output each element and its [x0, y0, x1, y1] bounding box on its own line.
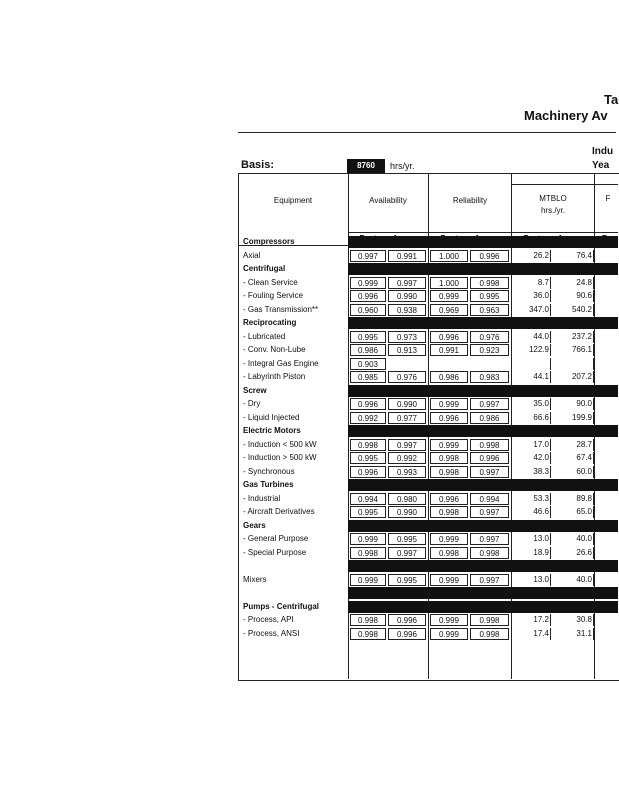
table-number: 90.6 [576, 291, 592, 300]
row-label: Screw [243, 386, 267, 395]
table-number: 31.1 [576, 629, 592, 638]
category-band [348, 587, 618, 599]
table-cell: 0.997 [388, 439, 426, 451]
table-cell: 0.998 [470, 628, 509, 640]
table-cell: 0.969 [430, 304, 468, 316]
cell-divider [593, 358, 594, 370]
table-cell: 0.999 [430, 290, 468, 302]
row-label: - Liquid Injected [243, 413, 300, 422]
table-cell: 0.997 [470, 466, 509, 478]
table-cell: 0.997 [470, 533, 509, 545]
row-label: - Labyrinth Piston [243, 372, 306, 381]
table-number: 40.0 [576, 534, 592, 543]
cell-divider [550, 331, 551, 343]
cell-divider [593, 452, 594, 464]
cell-divider [593, 506, 594, 518]
row-label: - Lubricated [243, 332, 286, 341]
header-reliability: Reliability [452, 196, 488, 205]
table-cell: 0.998 [350, 547, 386, 559]
row-label: - Synchronous [243, 467, 295, 476]
table-cell: 0.996 [350, 398, 386, 410]
table-cell: 0.997 [388, 277, 426, 289]
table-cell: 0.998 [470, 439, 509, 451]
table-number: 207.2 [571, 372, 592, 381]
header-rule [348, 232, 618, 233]
row-label: Compressors [243, 237, 295, 246]
cell-divider [593, 304, 594, 316]
table-number: 30.8 [576, 615, 592, 624]
header-equipment: Equipment [273, 196, 313, 205]
table-number: 44.0 [533, 332, 549, 341]
cell-divider [593, 371, 594, 383]
cell-divider [550, 304, 551, 316]
table-cell: 0.976 [388, 371, 426, 383]
table-number: 24.8 [576, 278, 592, 287]
table-cell: 0.999 [430, 439, 468, 451]
table-number: 36.0 [533, 291, 549, 300]
table-cell: 0.998 [430, 547, 468, 559]
cell-divider [550, 547, 551, 559]
table-number: 28.7 [576, 440, 592, 449]
table-number: 13.0 [533, 575, 549, 584]
header-rule [511, 184, 618, 185]
category-band [348, 479, 618, 491]
table-cell: 0.973 [388, 331, 426, 343]
table-cell: 0.997 [350, 250, 386, 262]
row-label: - Process, ANSI [243, 629, 300, 638]
row-label: - Clean Service [243, 278, 298, 287]
table-number: 60.0 [576, 467, 592, 476]
table-cell: 0.999 [430, 574, 468, 586]
row-label: Centrifugal [243, 264, 286, 273]
cell-divider [593, 574, 594, 586]
cell-divider [550, 371, 551, 383]
corner-label-1: Indu [592, 146, 614, 157]
table-cell: 0.993 [388, 466, 426, 478]
table-number: 17.2 [533, 615, 549, 624]
cell-divider [593, 628, 594, 640]
table-number: 8.7 [537, 278, 549, 287]
row-label: - Aircraft Derivatives [243, 507, 315, 516]
table-cell: 0.986 [430, 371, 468, 383]
table-cell: 0.991 [388, 250, 426, 262]
cell-divider [550, 398, 551, 410]
row-label: - Dry [243, 399, 261, 408]
table-cell: 0.998 [470, 614, 509, 626]
row-label: - Process, API [243, 615, 294, 624]
row-label: - Gas Transmission** [243, 305, 319, 314]
table-cell: 0.990 [388, 290, 426, 302]
category-band [348, 317, 618, 329]
table-number: 66.6 [533, 413, 549, 422]
table-number: 89.8 [576, 494, 592, 503]
row-label: - Special Purpose [243, 548, 307, 557]
table-cell: 0.998 [430, 452, 468, 464]
table-cell: 0.960 [350, 304, 386, 316]
cell-divider [550, 412, 551, 424]
basis-unit: hrs/yr. [390, 161, 415, 171]
header-next: F [605, 194, 611, 203]
table-cell: 0.999 [430, 398, 468, 410]
table-cell: 0.980 [388, 493, 426, 505]
table-cell: 1.000 [430, 277, 468, 289]
cell-divider [593, 344, 594, 356]
table-cell: 0.998 [470, 547, 509, 559]
table-cell: 0.983 [470, 371, 509, 383]
category-band [348, 263, 618, 275]
cell-divider [593, 331, 594, 343]
cell-divider [593, 412, 594, 424]
table-number: 38.3 [533, 467, 549, 476]
table-cell: 0.999 [350, 277, 386, 289]
table-cell: 0.994 [470, 493, 509, 505]
header-availability: Availability [369, 196, 407, 205]
cell-divider [593, 290, 594, 302]
table-cell: 0.998 [350, 628, 386, 640]
row-label: - Fouling Service [243, 291, 304, 300]
table-number: 90.0 [576, 399, 592, 408]
table-cell: 0.995 [350, 506, 386, 518]
table-cell: 0.976 [470, 331, 509, 343]
basis-value: 8760 [347, 159, 385, 173]
table-title-line2: Machinery Av [524, 108, 608, 123]
table-cell: 0.991 [430, 344, 468, 356]
table-cell: 1.000 [430, 250, 468, 262]
header-mtbf-unit: hrs./yr. [540, 206, 565, 215]
cell-divider [550, 533, 551, 545]
cell-divider [550, 614, 551, 626]
cell-divider [550, 290, 551, 302]
table-cell: 0.985 [350, 371, 386, 383]
cell-divider [550, 344, 551, 356]
table-cell: 0.913 [388, 344, 426, 356]
table-cell: 0.999 [350, 574, 386, 586]
table-cell: 0.986 [350, 344, 386, 356]
basis-label: Basis: [241, 159, 275, 171]
table-number: 67.4 [576, 453, 592, 462]
cell-divider [550, 628, 551, 640]
table-number: 65.0 [576, 507, 592, 516]
table-cell: 0.998 [470, 277, 509, 289]
table-cell: 0.986 [470, 412, 509, 424]
row-label: - Induction < 500 kW [243, 440, 317, 449]
table-number: 18.9 [533, 548, 549, 557]
table-cell: 0.995 [388, 574, 426, 586]
table-cell: 0.999 [430, 533, 468, 545]
table-cell: 0.995 [350, 452, 386, 464]
table-cell: 0.997 [470, 506, 509, 518]
table-number: 17.0 [533, 440, 549, 449]
table-cell: 0.994 [350, 493, 386, 505]
table-cell: 0.999 [430, 628, 468, 640]
table-cell: 0.998 [350, 614, 386, 626]
table-cell: 0.998 [350, 439, 386, 451]
table-number: 347.0 [528, 305, 549, 314]
cell-divider [593, 493, 594, 505]
cell-divider [550, 277, 551, 289]
table-cell: 0.996 [470, 250, 509, 262]
table-number: 122.9 [528, 345, 549, 354]
table-cell: 0.998 [430, 506, 468, 518]
table-cell: 0.996 [430, 331, 468, 343]
table-number: 35.0 [533, 399, 549, 408]
cell-divider [593, 533, 594, 545]
table-cell: 0.977 [388, 412, 426, 424]
table-cell: 0.997 [388, 547, 426, 559]
cell-divider [593, 547, 594, 559]
table-cell: 0.963 [470, 304, 509, 316]
corner-label-2: Yea [592, 160, 610, 171]
table-number: 26.6 [576, 548, 592, 557]
cell-divider [550, 493, 551, 505]
table-number: 42.0 [533, 453, 549, 462]
table-cell: 0.990 [388, 506, 426, 518]
table-cell: 0.903 [350, 358, 386, 370]
row-label: Mixers [243, 575, 267, 584]
table-number: 44.1 [533, 372, 549, 381]
row-label: - General Purpose [243, 534, 309, 543]
header-mtbf: MTBLO [539, 194, 567, 203]
table-cell: 0.995 [388, 533, 426, 545]
row-label: Pumps - Centrifugal [243, 602, 320, 611]
category-band [348, 520, 618, 532]
category-band [348, 560, 618, 572]
cell-divider [593, 277, 594, 289]
table-cell: 0.990 [388, 398, 426, 410]
row-label: Gas Turbines [243, 480, 294, 489]
row-label: - Induction > 500 kW [243, 453, 317, 462]
table-number: 76.4 [576, 251, 592, 260]
table-number: 540.2 [571, 305, 592, 314]
cell-divider [550, 358, 551, 370]
table-number: 766.1 [571, 345, 592, 354]
cell-divider [550, 250, 551, 262]
table-number: 40.0 [576, 575, 592, 584]
cell-divider [550, 439, 551, 451]
row-label: - Conv. Non-Lube [243, 345, 306, 354]
row-label: Electric Motors [243, 426, 301, 435]
table-cell: 0.996 [388, 614, 426, 626]
table-cell: 0.996 [470, 452, 509, 464]
table-number: 26.2 [533, 251, 549, 260]
table-cell: 0.996 [388, 628, 426, 640]
table-cell: 0.997 [470, 574, 509, 586]
category-band [348, 425, 618, 437]
row-label: Reciprocating [243, 318, 297, 327]
cell-divider [550, 574, 551, 586]
cell-divider [550, 506, 551, 518]
table-cell: 0.995 [470, 290, 509, 302]
row-label: - Industrial [243, 494, 281, 503]
table-cell: 0.996 [350, 466, 386, 478]
table-cell: 0.998 [430, 466, 468, 478]
table-cell: 0.996 [430, 412, 468, 424]
row-label: Axial [243, 251, 261, 260]
table-number: 46.6 [533, 507, 549, 516]
cell-divider [593, 398, 594, 410]
table-cell: 0.996 [350, 290, 386, 302]
table-cell: 0.995 [350, 331, 386, 343]
title-rule [238, 132, 616, 133]
row-label: Gears [243, 521, 266, 530]
category-band [348, 385, 618, 397]
cell-divider [593, 439, 594, 451]
table-number [513, 358, 549, 370]
cell-divider [593, 466, 594, 478]
table-cell: 0.938 [388, 304, 426, 316]
table-cell: 0.999 [350, 533, 386, 545]
table-cell: 0.999 [430, 614, 468, 626]
cell-divider [550, 452, 551, 464]
cell-divider [593, 250, 594, 262]
cell-divider [550, 466, 551, 478]
table-number: 237.2 [571, 332, 592, 341]
table-number [553, 358, 592, 370]
table-cell: 0.997 [470, 398, 509, 410]
table-cell: 0.996 [430, 493, 468, 505]
table-number: 53.3 [533, 494, 549, 503]
table-number: 17.4 [533, 629, 549, 638]
table-cell: 0.923 [470, 344, 509, 356]
table-number: 199.9 [571, 413, 592, 422]
table-title-line1: Ta [604, 92, 619, 107]
cell-divider [593, 614, 594, 626]
table-number: 13.0 [533, 534, 549, 543]
category-band [348, 601, 618, 613]
table-cell: 0.992 [350, 412, 386, 424]
category-band [348, 236, 618, 248]
table-cell: 0.992 [388, 452, 426, 464]
row-label: - Integral Gas Engine [243, 359, 319, 368]
